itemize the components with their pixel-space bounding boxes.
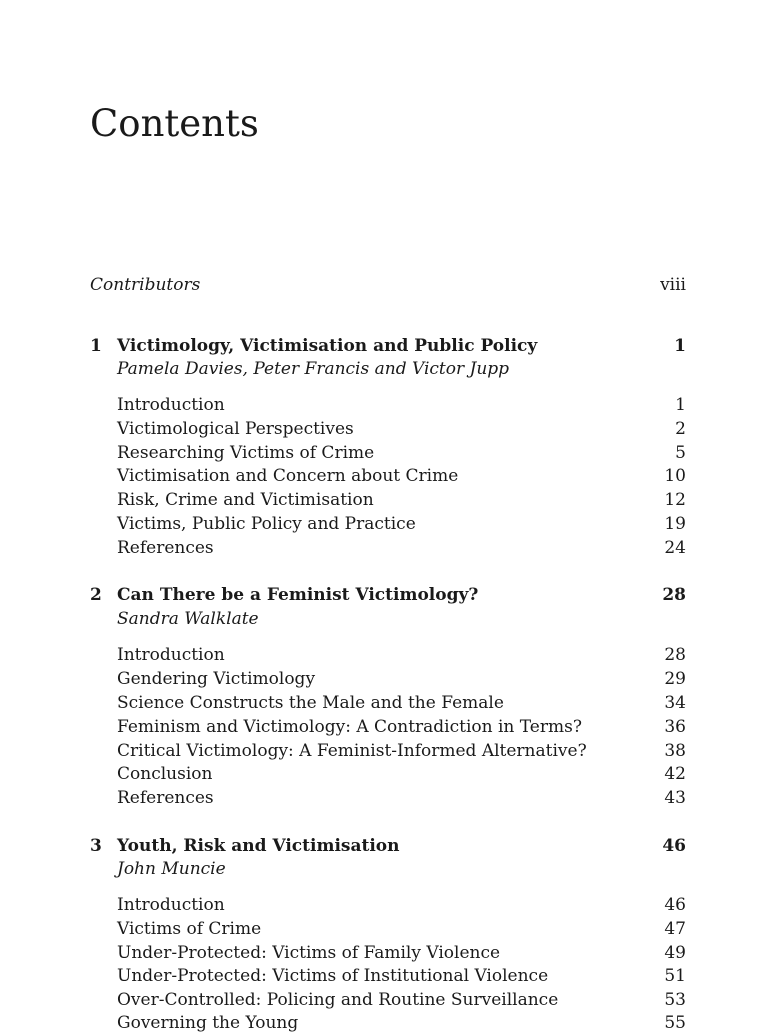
toc-section-entry[interactable] [90, 668, 686, 690]
section-page: 36 [664, 717, 686, 737]
chapter-authors [90, 358, 686, 380]
chapter-title: Youth, Risk and Victimisation [117, 836, 400, 856]
section-label: Over-Controlled: Policing and Routine Surveillance [117, 990, 559, 1010]
section-page: 1 [675, 395, 686, 415]
toc-section-entry[interactable] [90, 989, 686, 1011]
toc-section-entry[interactable] [90, 465, 686, 487]
section-label: Researching Victims of Crime [117, 443, 375, 463]
toc-section-entry[interactable] [90, 1012, 686, 1034]
toc-section-entry[interactable] [90, 716, 686, 738]
section-page: 34 [664, 693, 686, 713]
section-label: Under-Protected: Victims of Family Violence [117, 943, 501, 963]
toc-section-entry[interactable] [90, 418, 686, 440]
section-page: 42 [664, 764, 686, 784]
toc-section-entry[interactable] [90, 740, 686, 762]
section-label: Gendering Victimology [117, 669, 316, 689]
toc-section-entry[interactable] [90, 894, 686, 916]
section-label: Science Constructs the Male and the Female [117, 693, 504, 713]
section-label: Victims, Public Policy and Practice [117, 514, 416, 534]
section-page: 46 [664, 895, 686, 915]
toc-section-entry[interactable] [90, 787, 686, 809]
section-label: References [117, 538, 214, 558]
chapter-authors-text: Sandra Walklate [117, 609, 259, 629]
section-label: Conclusion [117, 764, 213, 784]
section-label: Victimological Perspectives [117, 419, 354, 439]
section-page: 28 [664, 645, 686, 665]
section-page: 55 [664, 1013, 686, 1033]
toc-section-entry[interactable] [90, 918, 686, 940]
chapter-authors [90, 608, 686, 630]
toc-section-entry[interactable] [90, 442, 686, 464]
chapter-heading[interactable] [90, 584, 686, 606]
toc-section-entry[interactable] [90, 692, 686, 714]
section-page: 49 [664, 943, 686, 963]
chapter-page: 28 [662, 585, 686, 605]
page-title: Contents [90, 102, 259, 145]
toc-entry-label: Contributors [90, 275, 201, 295]
chapter-page: 1 [674, 336, 686, 356]
section-page: 53 [664, 990, 686, 1010]
section-page: 5 [675, 443, 686, 463]
chapter-heading[interactable] [90, 335, 686, 357]
section-page: 24 [664, 538, 686, 558]
section-label: Risk, Crime and Victimisation [117, 490, 374, 510]
toc-section-entry[interactable] [90, 537, 686, 559]
toc-entry-page: viii [660, 275, 686, 295]
section-page: 47 [664, 919, 686, 939]
section-page: 2 [675, 419, 686, 439]
chapter-number: 2 [90, 585, 102, 605]
section-page: 12 [664, 490, 686, 510]
section-page: 19 [664, 514, 686, 534]
section-label: Governing the Young [117, 1013, 299, 1033]
section-label: Feminism and Victimology: A Contradiction in Terms? [117, 717, 582, 737]
section-page: 29 [664, 669, 686, 689]
section-label: Introduction [117, 645, 225, 665]
chapter-authors [90, 858, 686, 880]
toc-section-entry[interactable] [90, 513, 686, 535]
chapter-page: 46 [662, 836, 686, 856]
chapter-title: Victimology, Victimisation and Public Policy [117, 336, 538, 356]
section-label: Victimisation and Concern about Crime [117, 466, 459, 486]
section-page: 38 [664, 741, 686, 761]
toc-section-entry[interactable] [90, 489, 686, 511]
section-label: Introduction [117, 395, 225, 415]
chapter-heading[interactable] [90, 835, 686, 857]
section-label: Introduction [117, 895, 225, 915]
section-label: Victims of Crime [117, 919, 262, 939]
section-label: Critical Victimology: A Feminist-Informed Alternative? [117, 741, 587, 761]
toc-section-entry[interactable] [90, 942, 686, 964]
chapter-number: 1 [90, 336, 102, 356]
toc-entry-contributors[interactable] [90, 274, 686, 296]
toc-section-entry[interactable] [90, 394, 686, 416]
chapter-authors-text: Pamela Davies, Peter Francis and Victor Jupp [117, 359, 510, 379]
toc-section-entry[interactable] [90, 763, 686, 785]
chapter-title: Can There be a Feminist Victimology? [117, 585, 479, 605]
section-page: 10 [664, 466, 686, 486]
section-label: References [117, 788, 214, 808]
section-page: 51 [664, 966, 686, 986]
section-page: 43 [664, 788, 686, 808]
toc-section-entry[interactable] [90, 965, 686, 987]
chapter-authors-text: John Muncie [117, 859, 226, 879]
toc-section-entry[interactable] [90, 644, 686, 666]
chapter-number: 3 [90, 836, 102, 856]
section-label: Under-Protected: Victims of Institutional Violence [117, 966, 549, 986]
